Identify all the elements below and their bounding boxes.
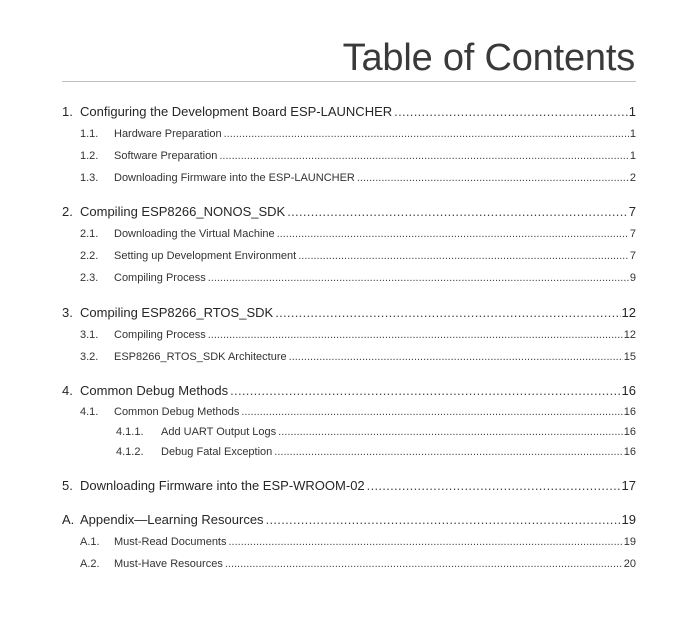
toc-entry[interactable]	[62, 351, 636, 363]
toc-entry-page: 15	[623, 351, 636, 363]
toc-entry-label: Configuring the Development Board ESP-LAUNCHER	[80, 104, 393, 119]
toc-entry-label: Common Debug Methods	[114, 406, 240, 418]
dot-leader	[394, 104, 628, 119]
toc-entry[interactable]	[62, 204, 636, 219]
toc-entry-number: 1.	[62, 104, 73, 119]
dot-leader	[287, 204, 628, 219]
toc-entry-number: 3.	[62, 305, 73, 320]
toc-entry[interactable]	[62, 272, 636, 284]
dot-leader	[241, 406, 622, 418]
dot-leader	[278, 426, 623, 438]
toc-entry-label: Must-Have Resources	[114, 558, 223, 570]
toc-entry-number: A.2.	[80, 558, 100, 570]
dot-leader	[208, 329, 623, 341]
toc-entry-number: A.	[62, 512, 75, 527]
dot-leader	[224, 128, 629, 140]
toc-entry[interactable]	[62, 446, 636, 458]
toc-entry[interactable]	[62, 228, 636, 240]
toc-entry-number: 2.2.	[80, 250, 99, 262]
dot-leader	[225, 558, 623, 570]
dot-leader	[277, 228, 629, 240]
toc-entry-label: Appendix—Learning Resources	[80, 512, 264, 527]
title-divider	[62, 81, 636, 82]
toc-entry-label: Compiling ESP8266_RTOS_SDK	[80, 305, 274, 320]
toc-entry-label: Compiling Process	[114, 272, 206, 284]
toc-entry[interactable]	[62, 558, 636, 570]
toc-entry[interactable]	[62, 406, 636, 418]
dot-leader	[357, 172, 629, 184]
toc-entry-label: Software Preparation	[114, 150, 218, 162]
toc-entry-page: 16	[623, 406, 636, 418]
toc-entry[interactable]	[62, 104, 636, 119]
toc-entry-number: 1.3.	[80, 172, 99, 184]
toc-entry-number: 1.1.	[80, 128, 99, 140]
toc-entry-page: 1	[629, 150, 636, 162]
toc-entry-page: 2	[629, 172, 636, 184]
dot-leader	[230, 383, 620, 398]
dot-leader	[208, 272, 629, 284]
dot-leader	[367, 478, 621, 493]
toc-entry-label: Downloading Firmware into the ESP-WROOM-02	[80, 478, 365, 493]
dot-leader	[274, 446, 622, 458]
toc-entry-page: 7	[628, 204, 636, 219]
toc-entry-label: Add UART Output Logs	[161, 426, 277, 438]
toc-entry-number: 3.2.	[80, 351, 99, 363]
toc-entry-page: 7	[629, 228, 636, 240]
toc-entry-page: 12	[623, 329, 636, 341]
toc-entry[interactable]	[62, 512, 636, 527]
toc-entry-page: 16	[621, 383, 636, 398]
toc-entry-number: 4.1.2.	[116, 446, 144, 458]
toc-entry[interactable]	[62, 426, 636, 438]
toc-entry-label: Compiling Process	[114, 329, 206, 341]
toc-entry-number: 2.	[62, 204, 73, 219]
toc-entry-page: 19	[623, 536, 636, 548]
toc-entry-page: 12	[621, 305, 636, 320]
dot-leader	[275, 305, 620, 320]
toc-entry-page: 1	[628, 104, 636, 119]
toc-entry[interactable]	[62, 536, 636, 548]
toc-entry-label: ESP8266_RTOS_SDK Architecture	[114, 351, 287, 363]
toc-entry-number: 4.1.1.	[116, 426, 144, 438]
toc-entry-label: Setting up Development Environment	[114, 250, 297, 262]
toc-entry-label: Common Debug Methods	[80, 383, 229, 398]
toc-entry[interactable]	[62, 150, 636, 162]
toc-entry-page: 9	[629, 272, 636, 284]
toc-entry[interactable]	[62, 250, 636, 262]
page-title: Table of Contents	[342, 37, 635, 79]
toc-entry-label: Compiling ESP8266_NONOS_SDK	[80, 204, 286, 219]
toc-entry-number: 4.	[62, 383, 73, 398]
toc-entry[interactable]	[62, 329, 636, 341]
toc-entry-page: 7	[629, 250, 636, 262]
toc-entry-page: 1	[629, 128, 636, 140]
toc-entry-number: 5.	[62, 478, 73, 493]
toc-entry-page: 16	[623, 426, 636, 438]
dot-leader	[289, 351, 623, 363]
toc-entry-page: 17	[621, 478, 636, 493]
dot-leader	[266, 512, 621, 527]
toc-entry-number: 2.3.	[80, 272, 99, 284]
dot-leader	[298, 250, 629, 262]
toc-entry-page: 20	[623, 558, 636, 570]
toc-entry-page: 19	[621, 512, 636, 527]
dot-leader	[229, 536, 623, 548]
toc-entry-number: 1.2.	[80, 150, 99, 162]
toc-entry-label: Downloading the Virtual Machine	[114, 228, 275, 240]
toc-entry[interactable]	[62, 172, 636, 184]
toc-entry-label: Hardware Preparation	[114, 128, 222, 140]
toc-entry-label: Downloading Firmware into the ESP-LAUNCHER	[114, 172, 355, 184]
toc-entry-label: Must-Read Documents	[114, 536, 227, 548]
toc-entry[interactable]	[62, 128, 636, 140]
toc-entry-number: 2.1.	[80, 228, 99, 240]
toc-entry[interactable]	[62, 305, 636, 320]
toc-entry-number: 3.1.	[80, 329, 99, 341]
dot-leader	[219, 150, 629, 162]
toc-entry-page: 16	[623, 446, 636, 458]
toc-entry[interactable]	[62, 383, 636, 398]
toc-entry-number: A.1.	[80, 536, 100, 548]
toc-entry-number: 4.1.	[80, 406, 99, 418]
toc-entry[interactable]	[62, 478, 636, 493]
toc-entry-label: Debug Fatal Exception	[161, 446, 273, 458]
